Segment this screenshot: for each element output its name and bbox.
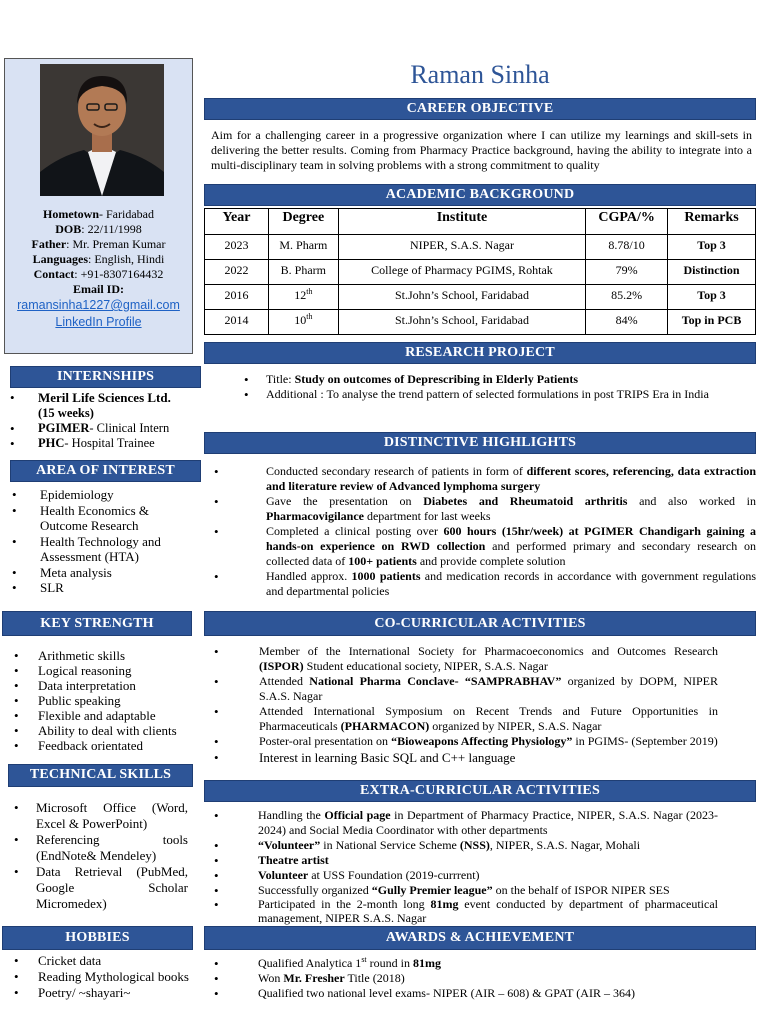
dob-line: DOB: 22/11/1998 bbox=[55, 222, 142, 236]
list-item: • Microsoft Office (Word, Excel & PowerPoint) bbox=[4, 800, 188, 832]
highlights-list bbox=[204, 464, 756, 599]
candidate-name: Raman Sinha bbox=[410, 60, 550, 89]
contact-line: Contact: +91-8307164432 bbox=[33, 267, 164, 281]
cell-degree: 12th bbox=[268, 285, 338, 310]
academic-heading: ACADEMIC BACKGROUND bbox=[204, 184, 756, 206]
technical-heading: TECHNICAL SKILLS bbox=[8, 764, 193, 787]
cell-year: 2022 bbox=[205, 260, 269, 285]
cell-remarks: Top 3 bbox=[668, 235, 756, 260]
cell-year: 2014 bbox=[205, 310, 269, 335]
list-item: • Interest in learning Basic SQL and C++ language bbox=[204, 750, 718, 765]
hobbies-heading: HOBBIES bbox=[2, 926, 193, 950]
languages-label: Languages bbox=[32, 252, 88, 266]
languages-value: English, Hindi bbox=[94, 252, 165, 266]
list-item: • Theatre artist bbox=[204, 853, 718, 868]
list-item: • Data interpretation bbox=[4, 678, 198, 693]
list-item: • Logical reasoning bbox=[4, 663, 198, 678]
cell-degree: M. Pharm bbox=[268, 235, 338, 260]
extracurricular-heading: EXTRA-CURRICULAR ACTIVITIES bbox=[204, 780, 756, 802]
cell-remarks: Top 3 bbox=[668, 285, 756, 310]
cell-degree: 10th bbox=[268, 310, 338, 335]
cell-score: 84% bbox=[586, 310, 668, 335]
hometown-value: Faridabad bbox=[106, 207, 154, 221]
highlights-heading: DISTINCTIVE HIGHLIGHTS bbox=[204, 432, 756, 454]
list-item: • Flexible and adaptable bbox=[4, 708, 198, 723]
list-item: • Title: Study on outcomes of Deprescribing in Elderly Patients bbox=[204, 372, 756, 387]
email-label: Email ID: bbox=[73, 282, 124, 296]
list-item: • Poster-oral presentation on “Bioweapons Affecting Physiology” in PGIMS- (September 2019) bbox=[204, 734, 718, 749]
col-header-institute: Institute bbox=[338, 209, 585, 235]
awards-heading: AWARDS & ACHIEVEMENT bbox=[204, 926, 756, 950]
list-item: • Referencing tools (EndNote& Mendeley) bbox=[4, 832, 188, 864]
list-item: • SLR bbox=[4, 580, 184, 596]
hometown-label: Hometown bbox=[43, 207, 99, 221]
list-item: • Qualified two national level exams- NIPER (AIR – 608) & GPAT (AIR – 364) bbox=[204, 986, 756, 1001]
table-row bbox=[205, 285, 756, 310]
cell-year: 2023 bbox=[205, 235, 269, 260]
list-item: • Handled approx. 1000 patients and medication records in accordance with government regulations and departmental policies bbox=[204, 569, 756, 599]
cocurricular-list bbox=[204, 644, 718, 765]
list-item: • Conducted secondary research of patients in form of different scores, referencing, data extraction and literature review of Advanced lymphoma surgery bbox=[204, 464, 756, 494]
cell-remarks: Top in PCB bbox=[668, 310, 756, 335]
list-item: • PHC- Hospital Trainee bbox=[0, 436, 200, 451]
cell-remarks: Distinction bbox=[668, 260, 756, 285]
contact-label: Contact bbox=[33, 267, 75, 281]
hobbies-list bbox=[4, 953, 194, 1001]
research-heading: RESEARCH PROJECT bbox=[204, 342, 756, 364]
table-row bbox=[205, 310, 756, 335]
career-objective-text: Aim for a challenging career in a progressive organization where I can utilize my learnings and skill-sets in delivering the better results. Coming from Pharmacy Practice background, having the ability to integrate into a multi-disciplinary team in solving problems with a strong commitment to quality bbox=[211, 128, 752, 172]
list-item: • “Volunteer” in National Service Scheme (NSS), NIPER, S.A.S. Nagar, Mohali bbox=[204, 838, 718, 853]
list-item: • Meta analysis bbox=[4, 565, 184, 581]
list-item: • Health Economics & Outcome Research bbox=[4, 503, 184, 534]
list-item: • Participated in the 2-month long 81mg event conducted by department of pharmaceutical management, NIPER S.A.S. Nagar bbox=[204, 898, 718, 925]
internships-list bbox=[0, 390, 200, 451]
cell-institute: St.John’s School, Faridabad bbox=[338, 310, 585, 335]
profile-card bbox=[4, 58, 193, 354]
interest-heading: AREA OF INTEREST bbox=[10, 460, 201, 482]
cell-institute: NIPER, S.A.S. Nagar bbox=[338, 235, 585, 260]
extracurricular-list bbox=[204, 808, 718, 925]
col-header-year: Year bbox=[205, 209, 269, 235]
cocurricular-heading: CO-CURRICULAR ACTIVITIES bbox=[204, 611, 756, 636]
table-row bbox=[205, 235, 756, 260]
career-objective-heading: CAREER OBJECTIVE bbox=[204, 98, 756, 120]
table-row bbox=[205, 260, 756, 285]
list-item: • Data Retrieval (PubMed, Google Scholar Micromedex) bbox=[4, 864, 188, 912]
hometown-line: Hometown- Faridabad bbox=[43, 207, 154, 221]
list-item: • Health Technology and Assessment (HTA) bbox=[4, 534, 184, 565]
awards-list bbox=[204, 956, 756, 1001]
father-value: Mr. Preman Kumar bbox=[72, 237, 166, 251]
academic-table bbox=[204, 208, 756, 335]
list-item: • Attended National Pharma Conclave- “SAMPRABHAV” organized by DOPM, NIPER S.A.S. Nagar bbox=[204, 674, 718, 704]
cell-degree: B. Pharm bbox=[268, 260, 338, 285]
list-item: • Cricket data bbox=[4, 953, 194, 969]
list-item: • Volunteer at USS Foundation (2019-currrent) bbox=[204, 868, 718, 883]
table-header-row bbox=[205, 209, 756, 235]
father-label: Father bbox=[31, 237, 67, 251]
dob-value: 22/11/1998 bbox=[87, 222, 142, 236]
list-item: • Feedback orientated bbox=[4, 738, 198, 753]
strength-list bbox=[4, 648, 198, 753]
list-item: • Attended International Symposium on Recent Trends and Future Opportunities in Pharmaceuticals (PHARMACON) organized by NIPER, S.A.S. Nagar bbox=[204, 704, 718, 734]
cell-score: 79% bbox=[586, 260, 668, 285]
profile-photo bbox=[40, 64, 164, 196]
list-item: • Member of the International Society for Pharmacoeconomics and Outcomes Research (ISPOR) Student educational society, NIPER, S.A.S. Nagar bbox=[204, 644, 718, 674]
cell-score: 85.2% bbox=[586, 285, 668, 310]
list-item: • Additional : To analyse the trend pattern of selected formulations in post TRIPS Era in India bbox=[204, 387, 756, 402]
linkedin-link[interactable]: LinkedIn Profile bbox=[55, 315, 142, 329]
technical-list bbox=[4, 800, 188, 912]
cell-institute: College of Pharmacy PGIMS, Rohtak bbox=[338, 260, 585, 285]
cell-score: 8.78/10 bbox=[586, 235, 668, 260]
list-item: • Ability to deal with clients bbox=[4, 723, 198, 738]
person-photo-icon bbox=[40, 64, 164, 196]
list-item: • Completed a clinical posting over 600 hours (15hr/week) at PGIMER Chandigarh gaining a hands-on experience on RWD collection and performed primary and secondary research on collected data of 100+ patients and provide complete solution bbox=[204, 524, 756, 569]
list-item: • Successfully organized “Gully Premier league” on the behalf of ISPOR NIPER SES bbox=[204, 883, 718, 898]
research-list bbox=[204, 372, 756, 402]
list-item: • Won Mr. Fresher Title (2018) bbox=[204, 971, 756, 986]
dob-label: DOB bbox=[55, 222, 82, 236]
email-label-line bbox=[5, 282, 192, 297]
list-item: • Public speaking bbox=[4, 693, 198, 708]
cell-institute: St.John’s School, Faridabad bbox=[338, 285, 585, 310]
list-item: • PGIMER- Clinical Intern bbox=[0, 421, 200, 436]
languages-line: Languages: English, Hindi bbox=[32, 252, 165, 266]
profile-details bbox=[5, 207, 192, 330]
internships-heading: INTERNSHIPS bbox=[10, 366, 201, 388]
col-header-degree: Degree bbox=[268, 209, 338, 235]
father-line: Father: Mr. Preman Kumar bbox=[31, 237, 166, 251]
email-link[interactable]: ramansinha1227@gmail.com bbox=[17, 298, 180, 312]
interest-list bbox=[4, 487, 184, 596]
list-item: • Handling the Official page in Department of Pharmacy Practice, NIPER, S.A.S. Nagar (2023-2024) and Social Media Coordinator with other departments bbox=[204, 808, 718, 838]
col-header-remarks: Remarks bbox=[668, 209, 756, 235]
list-item: • Gave the presentation on Diabetes and Rheumatoid arthritis and also worked in Pharmacovigilance department for last weeks bbox=[204, 494, 756, 524]
list-item: • Epidemiology bbox=[4, 487, 184, 503]
list-item: • Reading Mythological books bbox=[4, 969, 194, 985]
list-item: • Poetry/ ~shayari~ bbox=[4, 985, 194, 1001]
list-item: • Qualified Analytica 1st round in 81mg bbox=[204, 956, 756, 971]
contact-value: +91-8307164432 bbox=[80, 267, 164, 281]
list-item: • Meril Life Sciences Ltd. (15 weeks) bbox=[0, 390, 200, 421]
strength-heading: KEY STRENGTH bbox=[2, 611, 192, 636]
col-header-cgpa: CGPA/% bbox=[586, 209, 668, 235]
list-item: • Arithmetic skills bbox=[4, 648, 198, 663]
cell-year: 2016 bbox=[205, 285, 269, 310]
